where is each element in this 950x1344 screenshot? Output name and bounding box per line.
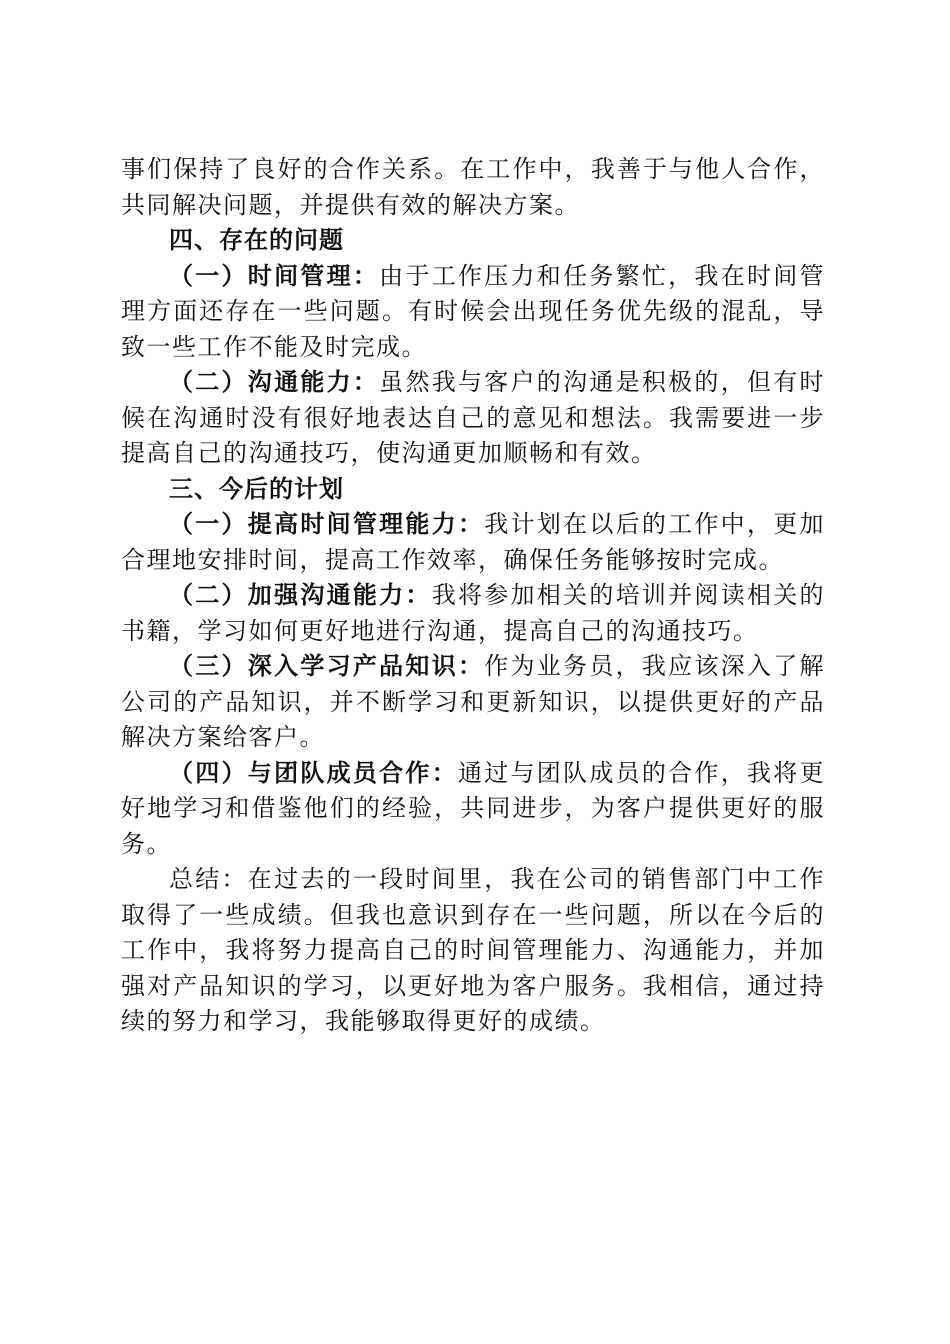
problem-item-text: 由于工作压力和任务繁忙，我在时间管理方面还存在一些问题。有时候会出现任务优先级的混乱，导致一些工作不能及时完成。 (121, 261, 826, 361)
section-heading-plans: 三、今后的计划 (169, 474, 344, 503)
problem-item-text: 虽然我与客户的沟通是积极的，但有时候在沟通时没有很好地表达自己的意见和想法。我需要进一步提高自己的沟通技巧，使沟通更加顺畅和有效。 (121, 368, 826, 467)
plan-item-text: 通过与团队成员的合作，我将更好地学习和借鉴他们的经验，共同进步，为客户提供更好的服务。 (121, 758, 826, 858)
plan-item-label: （四）与团队成员合作： (169, 758, 458, 787)
plan-item-text: 我计划在以后的工作中，更加合理地安排时间，提高工作效率，确保任务能够按时完成。 (121, 510, 825, 574)
section-heading-problems: 四、存在的问题 (169, 226, 344, 254)
plan-item-teamwork (121, 756, 825, 863)
plan-item-product-knowledge (121, 649, 825, 756)
plan-item-communication (121, 578, 825, 649)
summary-paragraph: 总结：在过去的一段时间里，我在公司的销售部门中工作取得了一些成绩。但我也意识到存在一些问题，所以在今后的工作中，我将努力提高自己的时间管理能力、沟通能力，并加强对产品知识的学习，以更好地为客户服务。我相信，通过持续的努力和学习，我能够取得更好的成绩。 (121, 865, 825, 1035)
problem-item-communication (121, 365, 825, 472)
problem-item-label: （一）时间管理： (169, 261, 380, 290)
plan-item-text: 作为业务员，我应该深入了解公司的产品知识，并不断学习和更新知识，以提供更好的产品解决方案给客户。 (121, 652, 825, 751)
plan-item-text: 我将参加相关的培训并阅读相关的书籍，学习如何更好地进行沟通，提高自己的沟通技巧。 (121, 581, 826, 645)
plan-item-label: （三）深入学习产品知识： (169, 652, 485, 680)
problem-item-label: （二）沟通能力： (169, 368, 380, 396)
intro-continuation-paragraph: 事们保持了良好的合作关系。在工作中，我善于与他人合作，共同解决问题，并提供有效的解决方案。 (121, 155, 825, 219)
plan-item-time-management (121, 507, 825, 578)
plan-item-label: （二）加强沟通能力： (169, 581, 432, 609)
problem-item-time-management (121, 259, 825, 366)
plan-item-label: （一）提高时间管理能力： (169, 510, 485, 538)
document-body (121, 152, 825, 1040)
